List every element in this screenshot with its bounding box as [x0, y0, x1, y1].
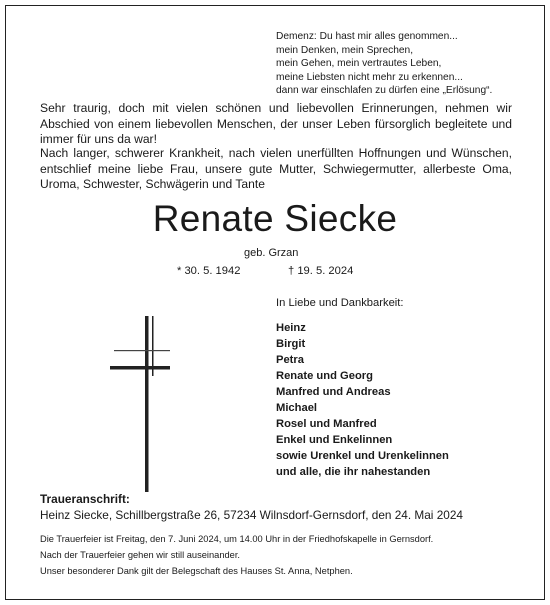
poem-line: mein Denken, mein Sprechen,	[276, 44, 414, 56]
poem-line: Demenz: Du hast mir alles genommen...	[276, 31, 458, 42]
mourner-name: Heinz	[276, 322, 306, 334]
funeral-info: Die Trauerfeier ist Freitag, den 7. Juni 2024, um 14.00 Uhr in der Friedhofskapelle in Gernsdorf.	[40, 534, 434, 544]
mourner-name: Michael	[276, 402, 318, 414]
mourner-name: sowie Urenkel und Urenkelinnen	[276, 450, 449, 462]
birth-date: * 30. 5. 1942	[177, 265, 241, 277]
mourners-intro: In Liebe und Dankbarkeit:	[276, 297, 404, 309]
death-paragraph: Nach langer, schwerer Krankheit, nach vielen unerfüllten Hoffnungen und Wünschen, entschlief meine liebe Frau, unsere gute Mutter, Schwiegermutter, allerbeste Oma, Uroma, Schwester, Schwägerin und Tante	[40, 146, 512, 191]
mourners-list	[276, 320, 449, 480]
mourner-name: und alle, die ihr nahestanden	[276, 466, 431, 478]
death-date: † 19. 5. 2024	[288, 265, 354, 277]
intro-paragraph: Sehr traurig, doch mit vielen schönen und liebevollen Erinnerungen, nehmen wir Abschied von einem liebevollen Menschen, der unser Leben fürsorglich begleitete und immer für uns da war!	[40, 101, 512, 146]
farewell-note: Nach der Trauerfeier gehen wir still auseinander.	[40, 550, 240, 560]
deceased-name: Renate Siecke	[152, 198, 398, 239]
maiden-name: geb. Grzan	[244, 247, 299, 259]
poem	[276, 30, 538, 98]
mourner-name: Enkel und Enkelinnen	[276, 434, 393, 446]
poem-line: meine Liebsten nicht mehr zu erkennen...	[276, 71, 463, 83]
cross-icon	[110, 316, 170, 492]
poem-line: dann war einschlafen zu dürfen eine „Erlösung“.	[276, 85, 493, 96]
address-heading: Traueranschrift:	[40, 492, 130, 506]
poem-line: mein Gehen, mein vertrautes Leben,	[276, 58, 442, 69]
mourner-name: Rosel und Manfred	[276, 418, 377, 430]
mourner-name: Birgit	[276, 338, 306, 350]
address-text: Heinz Siecke, Schillbergstraße 26, 57234 Wilnsdorf-Gernsdorf, den 24. Mai 2024	[40, 508, 463, 522]
mourner-name: Petra	[276, 354, 304, 366]
mourner-name: Renate und Georg	[276, 370, 373, 382]
thanks-note: Unser besonderer Dank gilt der Belegschaft des Hauses St. Anna, Netphen.	[40, 566, 353, 576]
mourner-name: Manfred und Andreas	[276, 386, 391, 398]
